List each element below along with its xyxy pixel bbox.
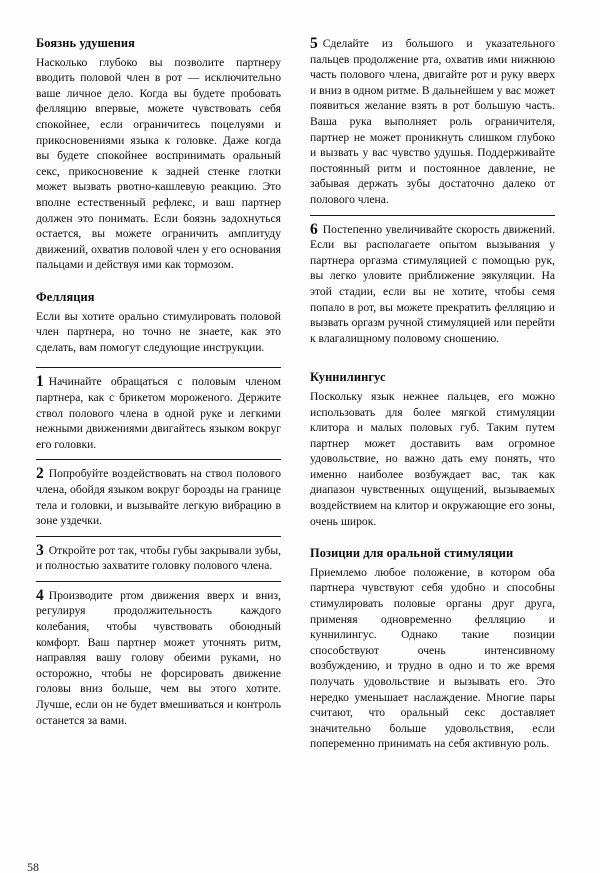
list-item-number: 4 [36, 586, 44, 604]
list-item-number: 5 [310, 35, 318, 52]
list-item-body [36, 543, 281, 574]
right-column [310, 36, 555, 752]
paragraph-cunnilingus: Поскольку язык нежнее пальцев, его можно использовать для более мягкой стимуляции клитора и малых половых губ. Таким путем партнер может доставить вам огромное удовольствие, но важно дать ему понять, что именно наиболее возбуждает вас, так как диапазон чувственных ощущений, вызываемых воздействием на клитор и окружающие его зоны, очень широк. [310, 389, 555, 528]
list-item [310, 215, 555, 354]
instruction-list-left [36, 367, 281, 735]
paragraph-oral-positions: Приемлемо любое положение, в котором оба партнера чувствуют себя удобно и способны стимулировать половые органы друг друга, применяя одновременно фелляцию и куннилингус. Однако такие позиции способствуют очень интенсивному возбуждению, и трудно в одно и то же время получать удовольствие и вызывать его. Это нередко уменьшает наслаждение. Многие пары считают, что оральный секс доставляет значительно больше удовольствия, если попеременно принимать на себя активную роль. [310, 565, 555, 751]
list-item-text: Начинайте обращаться с половым членом партнера, как с брикетом мороженого. Держите ствол полового члена в одной руке и легкими нежными движениями двигайтесь языком вокруг его головки. [36, 375, 281, 451]
list-item-number: 2 [36, 465, 44, 483]
list-item-text: Постепенно увеличивайте скорость движений. Если вы располагаете опытом вызывания у партнера оргазма стимуляцией с помощью рук, вы легко уловите приближение эякуляции. На этой стадии, если вы не хотите, чтобы семя попало в рот, вы можете прекратить фелляцию и вызвать оргазм ручной стимуляцией или перейти к влагалищному половому сношению. [310, 222, 555, 345]
paragraph-fear-of-suffocation: Насколько глубоко вы позволите партнеру вводить половой член в рот — исключительно ваше личное дело. Когда вы будете пробовать фелляцию впервые, можете чувствовать себя спокойнее, если ограничитесь поцелуями и прикосновениями языка к головке. Даже когда вы будете спокойнее воспринимать оральный секс, прикосновение к задней стенке глотки может вызвать рвотно-кашлевую реакцию. Это вполне естественный рефлекс, и ваш партнер должен это понимать. Если боязнь задохнуться остается, вы можете ограничить амплитуду движений, охватив половой член у его основания пальцами и действуя ими как тормозом. [36, 55, 281, 272]
list-item-text: Попробуйте воздействовать на ствол полового члена, обойдя языком вокруг борозды на границе тела и головки, и вызывайте легкую вибрацию в зоне уздечки. [36, 467, 281, 528]
list-item-text: Сделайте из большого и указательного пальцев продолжение рта, охватив ими нижнюю часть полового члена, двигайте рот и руку вверх и вниз в одном ритме. В дальнейшем у вас может появиться желание взять в рот большую часть. Ваша рука выполняет роль ограничителя, партнер не может проникнуть слишком глубоко и вызвать у вас чувство удушья. Поддерживайте постоянный ритм и постоянное давление, не забывая держать зубы достаточно далеко от полового члена. [310, 37, 555, 206]
list-item-number: 6 [310, 220, 318, 238]
heading-oral-positions: Позиции для оральной стимуляции [310, 546, 514, 561]
list-item-number: 3 [36, 541, 44, 559]
list-item-number: 1 [36, 373, 44, 391]
heading-cunnilingus: Куннилингус [310, 370, 386, 385]
heading-fellatio: Фелляция [36, 289, 95, 304]
list-item-text: Откройте рот так, чтобы губы закрывали зубы, и полностью захватите головку полового члена. [36, 543, 282, 573]
list-item-body [310, 36, 555, 208]
list-item-body [36, 588, 281, 728]
heading-fear-of-suffocation: Боязнь удушения [36, 36, 135, 50]
list-item [36, 367, 281, 459]
left-column [36, 36, 281, 735]
list-item-body [36, 374, 281, 452]
list-item-body [36, 466, 281, 528]
paragraph-fellatio-intro: Если вы хотите орально стимулировать половой член партнера, но точно не знаете, как это сделать, вам помогут следующие инструкции. [36, 309, 281, 354]
list-item [310, 36, 555, 215]
list-item-body [310, 222, 555, 347]
list-item [36, 581, 281, 735]
page-number: 58 [27, 862, 39, 871]
list-item [36, 459, 281, 535]
list-item [36, 536, 281, 581]
instruction-list-right [310, 36, 555, 353]
list-item-text: Производите ртом движения вверх и вниз, регулируя продолжительность каждого колебания, чтобы чувствовать обоюдный комфорт. Ваш партнер может уточнять ритм, направляя вашу голову обеими руками, но осторожно, чтобы не форсировать движение головы вниз больше, чем вы этого хотите. Лучше, если он не будет вмешиваться и контроль останется за вами. [36, 588, 281, 727]
